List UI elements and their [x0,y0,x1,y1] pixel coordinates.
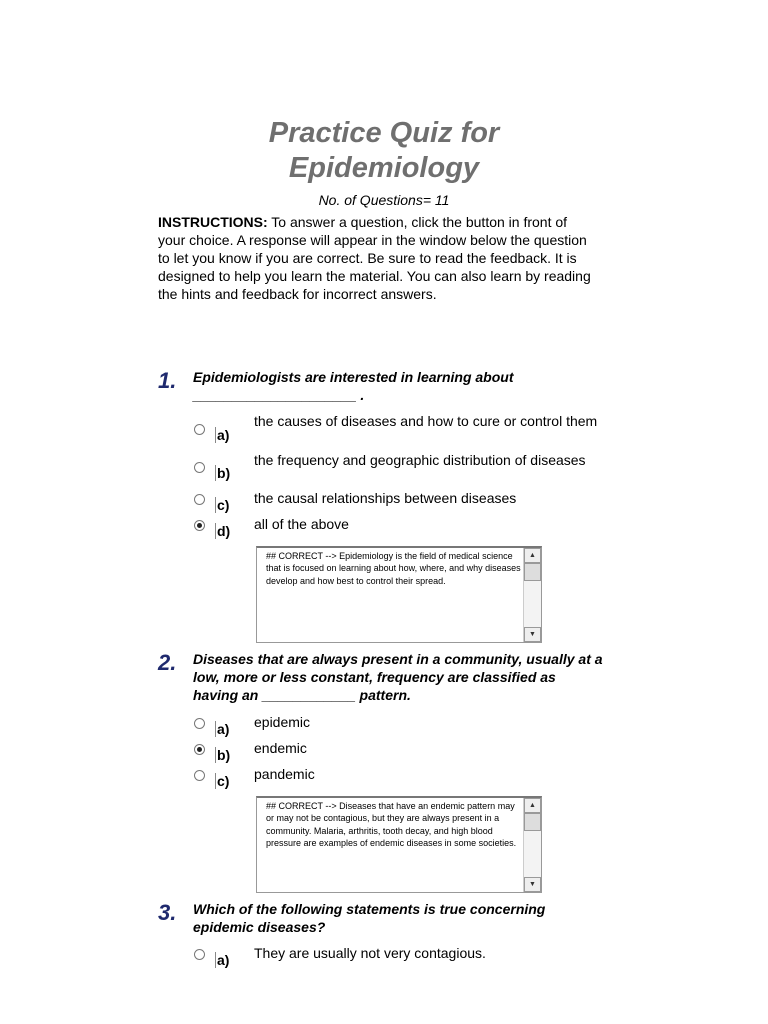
radio-button[interactable] [194,462,205,473]
question-3-text: Which of the following statements is true concerning epidemic diseases? [193,901,546,935]
option-letter: d) [217,523,231,539]
option-text: They are usually not very contagious. [254,945,486,961]
option-1b[interactable] [190,452,610,482]
feedback-box-2[interactable] [256,796,542,893]
radio-button[interactable] [194,949,205,960]
feedback-box-1[interactable] [256,546,542,643]
option-text: endemic [254,740,307,756]
page-title [0,116,768,186]
scroll-up-icon[interactable]: ▲ [524,548,541,563]
instructions [158,213,598,303]
radio-button-selected[interactable] [194,520,205,531]
radio-button-selected[interactable] [194,744,205,755]
option-text: the frequency and geographic distribution of diseases [254,452,586,468]
feedback-text: ## CORRECT --> Diseases that have an endemic pattern may or may not be contagious, but they are always present in a community. Malaria, arthritis, tooth decay, and high blood pressure are examples of endemic diseases in some societies. [266,801,517,849]
option-text: epidemic [254,714,311,730]
option-1d[interactable] [190,516,610,540]
option-3a[interactable] [190,945,610,969]
option-1c[interactable] [190,490,610,514]
title-line-1: Practice Quiz for [268,117,500,149]
question-3-number: 3. [158,900,177,925]
option-letter: a) [217,721,230,737]
option-text: pandemic [254,766,315,782]
radio-button[interactable] [194,494,205,505]
option-letter: a) [217,427,230,443]
option-letter: c) [217,497,230,513]
option-letter: a) [217,952,230,968]
option-2b[interactable] [190,740,610,764]
question-1-number: 1. [158,368,177,393]
question-count: No. of Questions= 11 [318,192,450,208]
question-2-number: 2. [158,650,177,675]
option-letter: b) [217,747,231,763]
title-line-2: Epidemiology [288,152,480,184]
question-2-text: Diseases that are always present in a community, usually at a low, more or less constant, frequency are classified as having an ____________ pattern. [193,651,603,703]
scrollbar[interactable] [523,798,541,892]
question-1-text: Epidemiologists are interested in learning about _____________________ . [193,369,514,403]
scrollbar[interactable] [523,548,541,642]
option-text: the causal relationships between diseases [254,490,517,506]
radio-button[interactable] [194,770,205,781]
scroll-up-icon[interactable]: ▲ [524,798,541,813]
option-text: all of the above [254,516,349,532]
scroll-thumb[interactable] [524,563,541,581]
option-text: the causes of diseases and how to cure or control them [254,413,598,429]
option-letter: c) [217,773,230,789]
scroll-down-icon[interactable]: ▼ [524,877,541,892]
radio-button[interactable] [194,424,205,435]
option-2a[interactable] [190,714,610,738]
option-2c[interactable] [190,766,610,790]
option-letter: b) [217,465,231,481]
radio-button[interactable] [194,718,205,729]
scroll-down-icon[interactable]: ▼ [524,627,541,642]
instructions-text: To answer a question, click the button in front of your choice. A response will appear in the window below the question to let you know if you are correct. Be sure to read the feedback. It is designed to help you learn the material. You can also learn by reading the hints and feedback for incorrect answers. [158,214,591,302]
feedback-text: ## CORRECT --> Epidemiology is the field of medical science that is focused on learning about how, where, and why diseases develop and how best to control their spread. [266,551,521,586]
scroll-thumb[interactable] [524,813,541,831]
option-1a[interactable] [190,413,610,444]
instructions-label: INSTRUCTIONS: [158,214,268,230]
